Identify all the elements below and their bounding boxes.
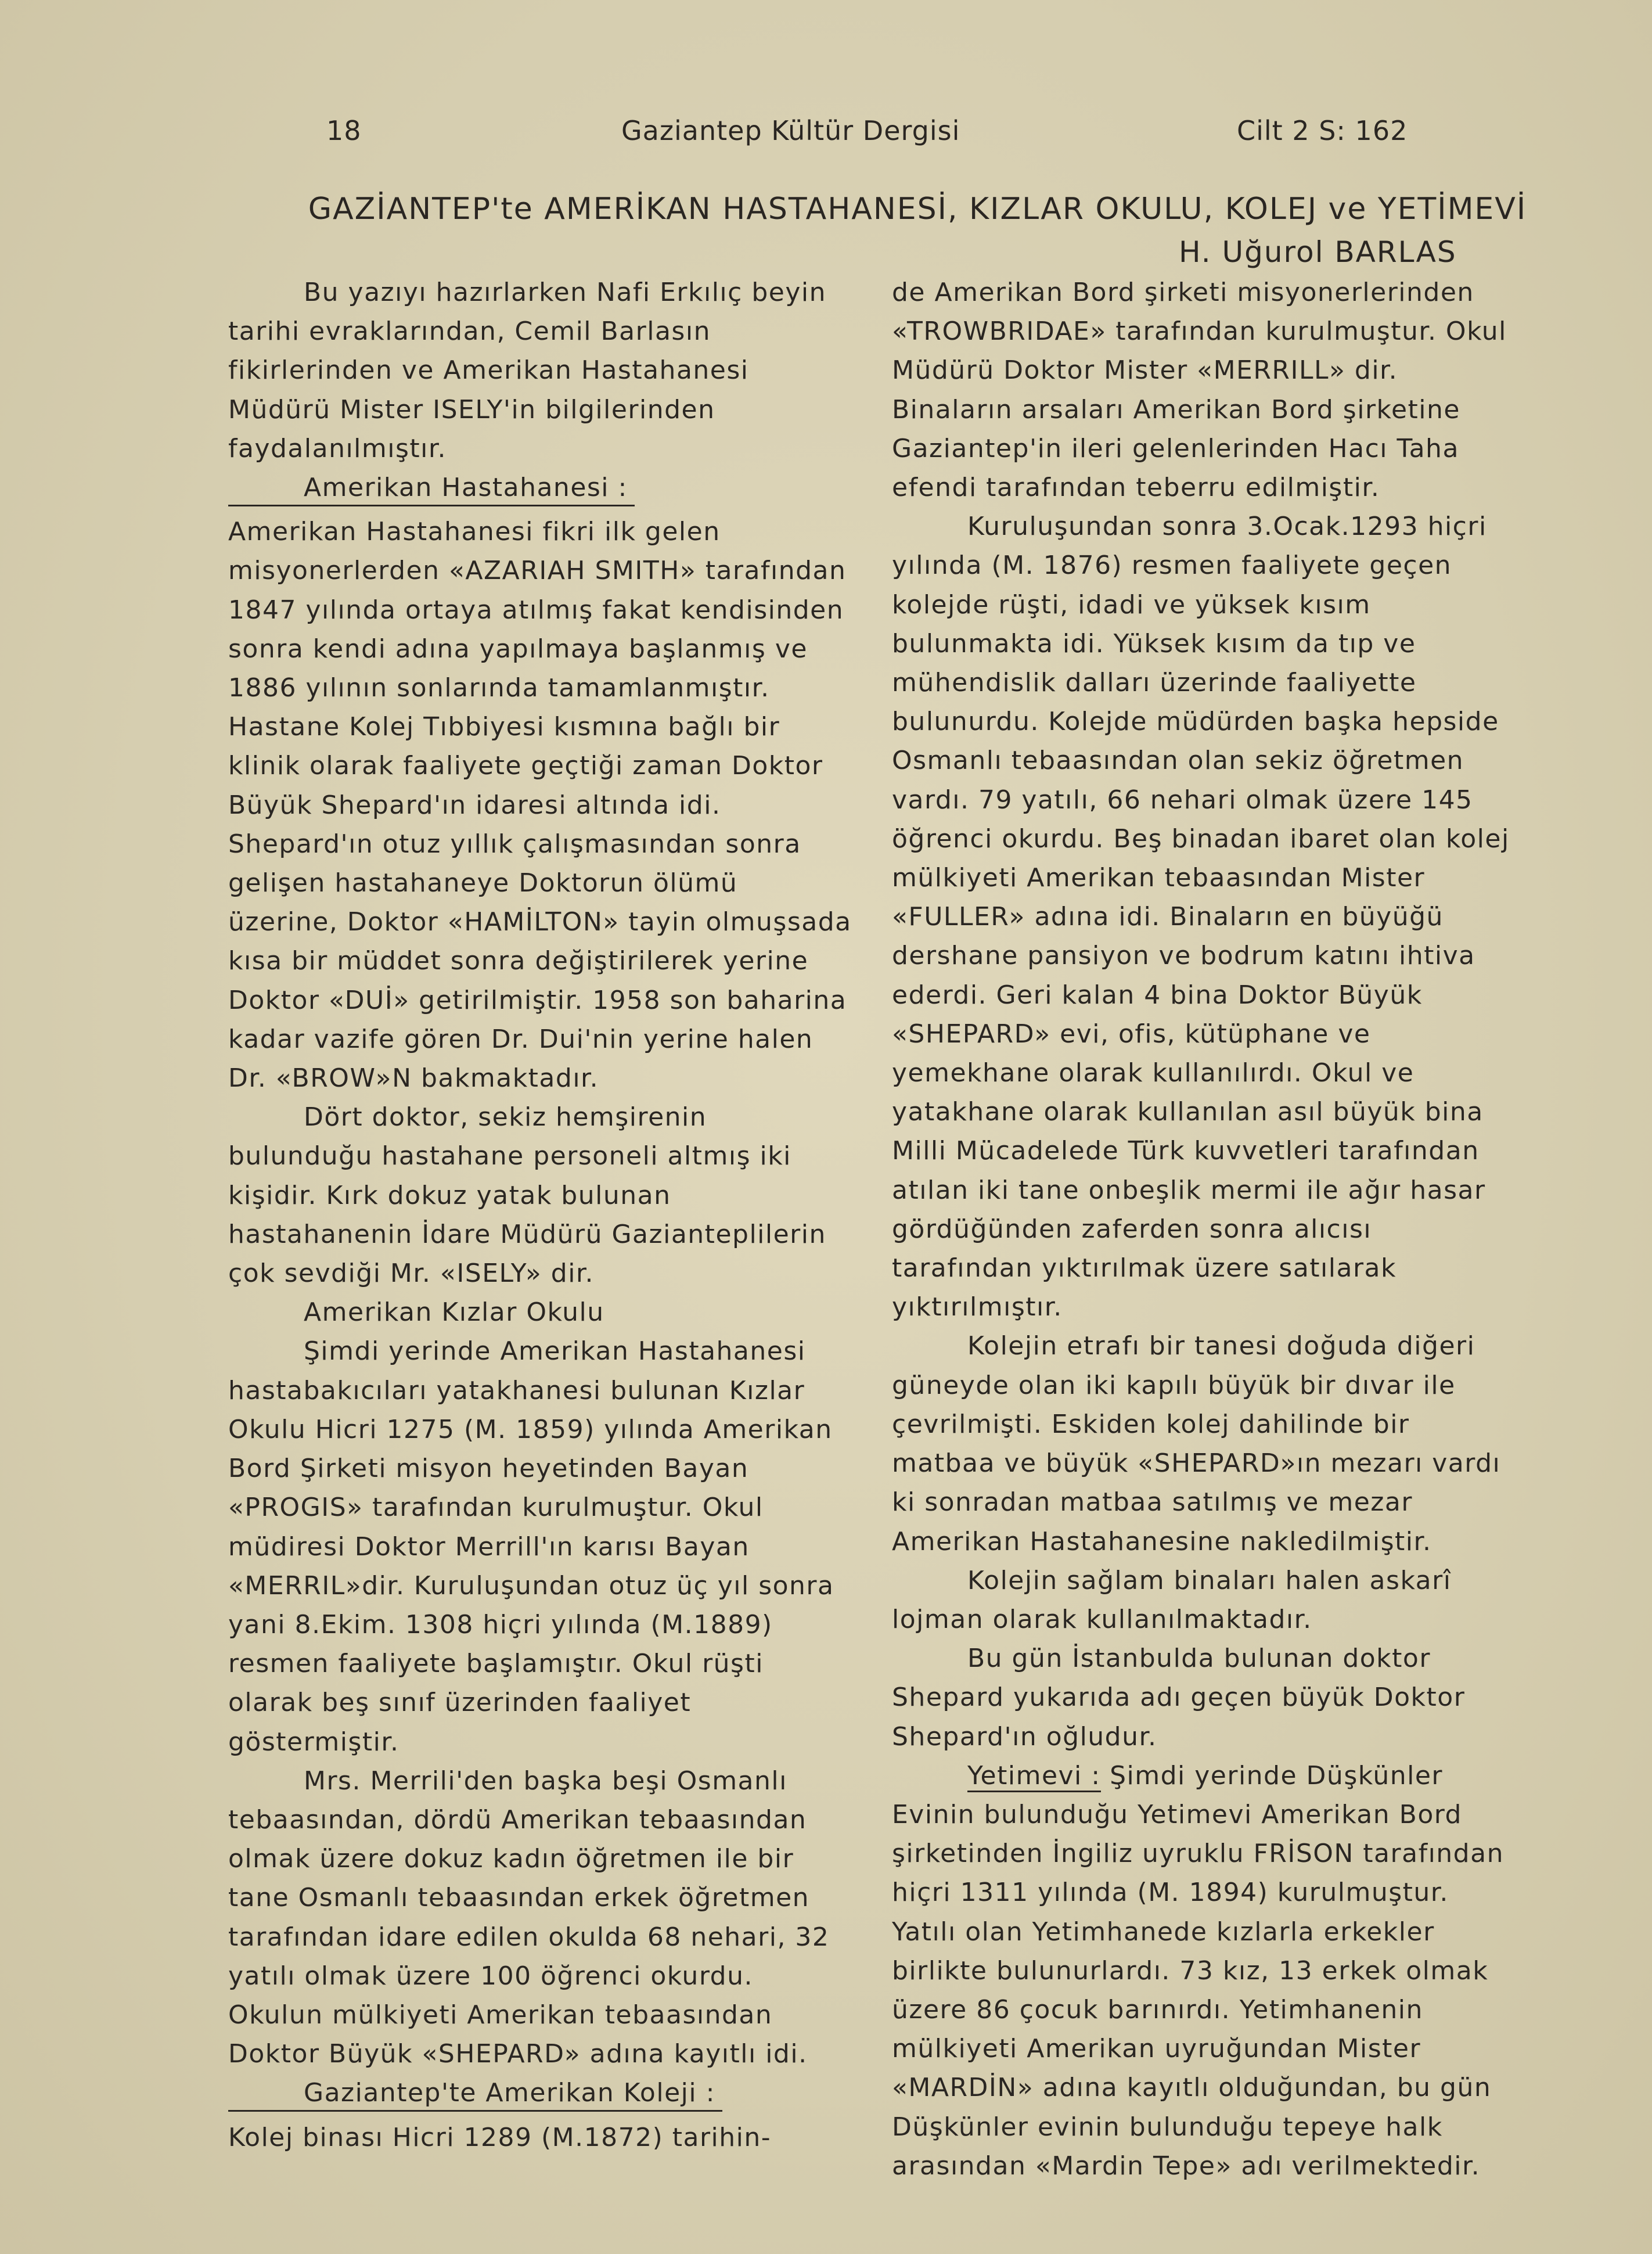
article-title: GAZİANTEP'te AMERİKAN HASTAHANESİ, KIZLAR OKULU, KOLEJ ve YETİMEVİ <box>308 192 1527 227</box>
article-author: H. Uğurol BARLAS <box>1179 235 1457 269</box>
college-paragraph-4: Kolejin sağlam binaları halen askarî lojman olarak kullanılmaktadır. <box>892 1565 1452 1634</box>
intro-paragraph: Bu yazıyı hazırlarken Nafi Erkılıç beyin tarihi evraklarından, Cemil Barlasın fikirlerinden ve Amerikan Hastahanesi Müdürü Mister ISELY'in bilgilerinden faydalanılmıştır. <box>228 278 826 463</box>
college-paragraph-continued: de Amerikan Bord şirketi misyonerlerinden «TROWBRIDAE» tarafından kurulmuştur. Okul Müdürü Doktor Mister «MERRILL» dir. Binaların arsaları Amerikan Bord şirketine Gaziantep'in ileri gelenlerinden Hacı Taha efendi tarafından teberru edilmiştir. <box>892 278 1507 503</box>
volume-issue: Cilt 2 S: 162 <box>1237 115 1408 146</box>
hospital-paragraph-1: Amerikan Hastahanesi fikri ilk gelen misyonerlerden «AZARIAH SMITH» tarafından 1847 yılında ortaya atılmış fakat kendisinden sonra kendi adına yapılmaya başlanmış ve 1886 yılının sonlarında tamamlanmıştır. Hastane Kolej Tıbbiyesi kısmına bağlı bir klinik olarak faaliyete geçtiği zaman Doktor Büyük Shepard'ın idaresi altında idi. Shepard'ın otuz yıllık çalışmasından sonra gelişen hastahaneye Doktorun ölümü üzerine, Doktor «HAMİLTON» tayin olmuşsada kısa bir müddet sonra değiştirilerek yerine Doktor «DUİ» getirilmiştir. 1958 son baharina kadar vazife gören Dr. Dui'nin yerine halen Dr. «BROW»N bakmaktadır. <box>228 517 852 1094</box>
left-column <box>228 273 852 2157</box>
orphanage-label: Yetimevi : <box>967 1761 1101 1792</box>
page-number: 18 <box>326 115 362 146</box>
college-paragraph-3: Kolejin etrafı bir tanesi doğuda diğeri güneyde olan iki kapılı büyük bir dıvar ile çevrilmişti. Eskiden kolej dahilinde bir matbaa ve büyük «SHEPARD»ın mezarı vardı ki sonradan matbaa satılmış ve mezar Amerikan Hastahanesine nakledilmiştir. <box>892 1331 1501 1556</box>
hospital-paragraph-2: Dört doktor, sekiz hemşirenin bulunduğu hastahane personeli altmış iki kişidir. Kırk dokuz yatak bulunan hastahanenin İdare Müdürü Gazianteplilerin çok sevdiği Mr. «ISELY» dir. <box>228 1102 826 1289</box>
college-paragraph-5: Bu gün İstanbulda bulunan doktor Shepard yukarıda adı geçen büyük Doktor Shepard'ın oğludur. <box>892 1644 1466 1752</box>
orphanage-text: Şimdi yerinde Düşkünler Evinin bulunduğu Yetimevi Amerikan Bord şirketinden İngiliz uyruklu FRİSON tarafından hiçri 1311 yılında (M. 1894) kurulmuştur. Yatılı olan Yetimhanede kızlarla erkekler birlikte bulunurlardı. 73 kız, 13 erkek olmak üzere 86 çocuk barınırdı. Yetimhanenin mülkiyeti Amerikan uyruğundan Mister «MARDİN» adına kayıtlı olduğundan, bu gün Düşkünler evinin bulunduğu tepeye halk arasından «Mardin Tepe» adı verilmektedir. <box>892 1760 1504 2181</box>
heading-girls-school: Amerikan Kızlar Okulu <box>304 1297 604 1328</box>
girls-school-paragraph-2: Mrs. Merrili'den başka beşi Osmanlı tebaasından, dördü Amerikan tebaasından olmak üzere dokuz kadın öğretmen ile bir tane Osmanlı tebaasından erkek öğretmen tarafından idare edilen okulda 68 nehari, 32 yatılı olmak üzere 100 öğrenci okurdu. Okulun mülkiyeti Amerikan tebaasından Doktor Büyük «SHEPARD» adına kayıtlı idi. <box>228 1766 830 2069</box>
college-paragraph-start: Kolej binası Hicri 1289 (M.1872) tarihin- <box>228 2122 772 2152</box>
magazine-name: Gaziantep Kültür Dergisi <box>621 115 960 146</box>
heading-college: Gaziantep'te Amerikan Koleji : <box>228 2076 722 2112</box>
orphanage-paragraph <box>892 1756 1519 2185</box>
running-header <box>0 115 1652 161</box>
college-paragraph-2: Kuruluşundan sonra 3.Ocak.1293 hiçri yılında (M. 1876) resmen faaliyete geçen kolejde rüşti, idadi ve yüksek kısım bulunmakta idi. Yüksek kısım da tıp ve mühendislik dalları üzerinde faaliyette bulunurdu. Kolejde müdürden başka hepside Osmanlı tebaasından olan sekiz öğretmen vardı. 79 yatılı, 66 nehari olmak üzere 145 öğrenci okurdu. Beş binadan ibaret olan kolej mülkiyeti Amerikan tebaasından Mister «FULLER» adına idi. Binaların en büyüğü dershane pansiyon ve bodrum katını ihtiva ederdi. Geri kalan 4 bina Doktor Büyük «SHEPARD» evi, ofis, kütüphane ve yemekhane olarak kullanılırdı. Okul ve yatakhane olarak kullanılan asıl büyük bina Milli Mücadelede Türk kuvvetleri tarafından atılan iki tane onbeşlik mermi ile ağır hasar gördüğünden zaferden sonra alıcısı tarafından yıktırılmak üzere satılarak yıktırılmıştır. <box>892 512 1510 1322</box>
heading-hospital: Amerikan Hastahanesi : <box>228 471 635 506</box>
girls-school-paragraph-1: Şimdi yerinde Amerikan Hastahanesi hastabakıcıları yatakhanesi bulunan Kızlar Okulu Hicri 1275 (M. 1859) yılında Amerikan Bord Şirketi misyon heyetinden Bayan «PROGIS» tarafından kurulmuştur. Okul müdiresi Doktor Merrill'ın karısı Bayan «MERRIL»dir. Kuruluşundan otuz üç yıl sonra yani 8.Ekim. 1308 hiçri yılında (M.1889) resmen faaliyete başlamıştır. Okul rüşti olarak beş sınıf üzerinden faaliyet göstermiştir. <box>228 1336 834 1757</box>
right-column <box>892 273 1519 2185</box>
